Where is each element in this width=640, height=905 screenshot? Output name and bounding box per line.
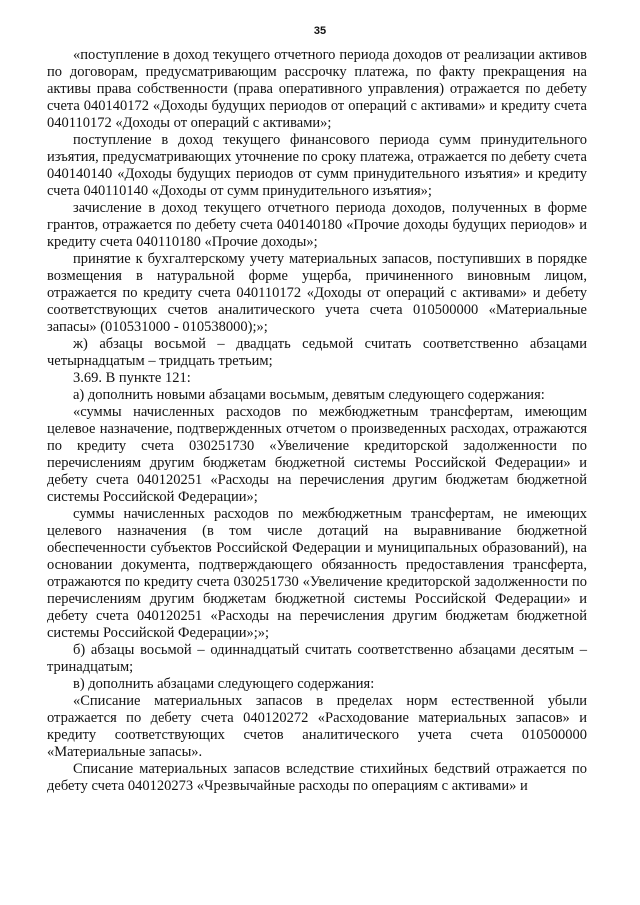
paragraph: принятие к бухгалтерскому учету материальных запасов, поступивших в порядке возмещения в натуральной форме ущерба, причиненного виновным лицом, отражается по кредиту счета 040110172 «Доходы от операций с активами» и дебету соответствующих счетов аналитического учета счета 010500000 «Материальные запасы» (010531000 - 010538000);»;	[47, 251, 587, 335]
paragraph: «поступление в доход текущего отчетного периода доходов от реализации активов по договорам, предусматривающим рассрочку платежа, по факту прекращения на активы права собственности (права оперативного управления) отражается по дебету счета 040140172 «Доходы будущих периодов от операций с активами» и кредиту счета 040110172 «Доходы от операций с активами»;	[47, 47, 587, 131]
paragraph: «Списание материальных запасов в пределах норм естественной убыли отражается по дебету счета 040120272 «Расходование материальных запасов» и кредиту соответствующих счетов аналитического учета счета 010500000 «Материальные запасы».	[47, 693, 587, 760]
paragraph: Списание материальных запасов вследствие стихийных бедствий отражается по дебету счета 040120273 «Чрезвычайные расходы по операциям с активами» и	[47, 761, 587, 794]
paragraph: «суммы начисленных расходов по межбюджетным трансфертам, имеющим целевое назначение, подтвержденных отчетом о произведенных расходах, отражаются по кредиту счета 030251730 «Увеличение кредиторской задолженности по перечислениям другим бюджетам бюджетной системы Российской Федерации» и дебету счета 040120251 «Расходы на перечисления другим бюджетам бюджетной системы Российской Федерации»;	[47, 404, 587, 505]
paragraph: 3.69. В пункте 121:	[73, 370, 191, 386]
paragraph: ж) абзацы восьмой – двадцать седьмой считать соответственно абзацами четырнадцатым – тридцать третьим;	[47, 336, 587, 369]
paragraph: суммы начисленных расходов по межбюджетным трансфертам, не имеющих целевого назначения (в том числе дотаций на выравнивание бюджетной обеспеченности субъектов Российской Федерации и муниципальных образований), на основании документа, подтверждающего обязанность предоставления трансферта, отражаются по кредиту счета 030251730 «Увеличение кредиторской задолженности по перечислениям другим бюджетам бюджетной системы Российской Федерации» и дебету счета 040120251 «Расходы на перечисления другим бюджетам бюджетной системы Российской Федерации»;»;	[47, 506, 587, 641]
paragraph: в) дополнить абзацами следующего содержания:	[73, 676, 375, 692]
page-number: 35	[313, 25, 327, 37]
paragraph: зачисление в доход текущего отчетного периода доходов, полученных в форме грантов, отражается по дебету счета 040140180 «Прочие доходы будущих периодов» и кредиту счета 040110180 «Прочие доходы»;	[47, 200, 587, 250]
paragraph: поступление в доход текущего финансового периода сумм принудительного изъятия, предусматривающих уточнение по сроку платежа, отражается по дебету счета 040140140 «Доходы будущих периодов от сумм принудительного изъятия» и кредиту счета 040110140 «Доходы от сумм принудительного изъятия»;	[47, 132, 587, 199]
paragraph: а) дополнить новыми абзацами восьмым, девятым следующего содержания:	[73, 387, 545, 403]
document-body	[47, 47, 587, 795]
paragraph: б) абзацы восьмой – одиннадцатый считать соответственно абзацами десятым – тринадцатым;	[47, 642, 587, 675]
